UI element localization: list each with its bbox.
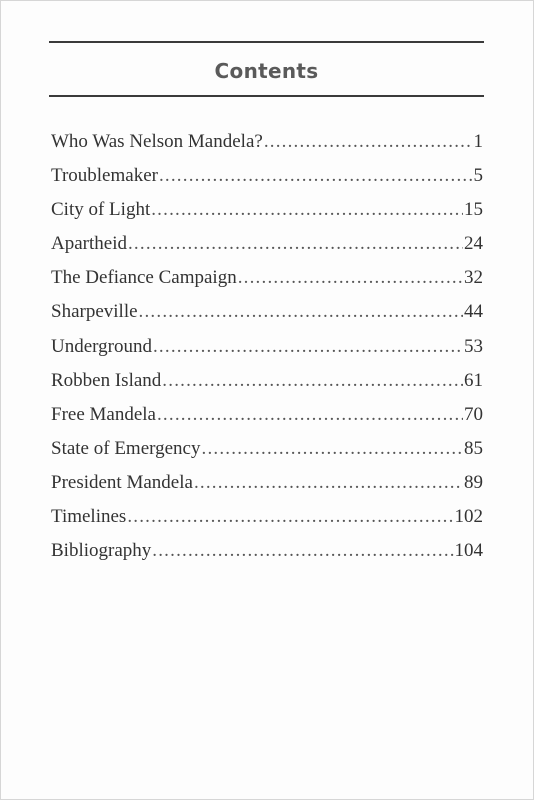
toc-entry-title: Free Mandela [51, 403, 156, 425]
toc-entry [51, 125, 483, 159]
toc-entry-page-number: 85 [464, 437, 483, 459]
dot-leader [162, 364, 463, 398]
dot-leader [152, 534, 453, 568]
dot-leader [127, 500, 453, 534]
toc-entry-title: City of Light [51, 199, 151, 221]
dot-leader [159, 159, 473, 193]
toc-entry-title: Timelines [51, 506, 127, 528]
toc-entry [51, 466, 483, 500]
toc-entry-page-number: 70 [464, 403, 483, 425]
toc-entry-page-number: 44 [464, 301, 483, 323]
bottom-rule [49, 95, 484, 97]
toc-entry-page-number: 104 [454, 540, 483, 562]
toc-entry-page-number: 15 [464, 199, 483, 221]
dot-leader [202, 432, 464, 466]
toc-entry [51, 159, 483, 193]
toc-entry-title: Troublemaker [51, 165, 158, 187]
toc-entry-page-number: 53 [464, 335, 483, 357]
toc-entry [51, 330, 483, 364]
dot-leader [264, 125, 473, 159]
toc-entry [51, 261, 483, 295]
dot-leader [151, 193, 463, 227]
dot-leader [128, 227, 463, 261]
toc-entry [51, 227, 483, 261]
toc-entry-page-number: 61 [464, 369, 483, 391]
toc-entry [51, 500, 483, 534]
toc-entry-title: Robben Island [51, 369, 162, 391]
toc-entry-title: Underground [51, 335, 152, 357]
toc-entry-title: Sharpeville [51, 301, 138, 323]
top-rule [49, 41, 484, 43]
toc-entry-title: State of Emergency [51, 437, 201, 459]
dot-leader [194, 466, 463, 500]
toc-entry [51, 398, 483, 432]
toc-entry [51, 534, 483, 568]
toc-entry-page-number: 1 [473, 131, 483, 152]
toc-entry-title: President Mandela [51, 471, 193, 493]
page-title: Contents [214, 59, 319, 83]
toc-entry-title: Bibliography [51, 540, 152, 562]
toc-entry-page-number: 89 [464, 471, 483, 493]
toc-entry [51, 295, 483, 329]
dot-leader [157, 398, 463, 432]
toc-entry-page-number: 5 [473, 165, 483, 187]
dot-leader [139, 295, 463, 329]
table-of-contents [51, 125, 483, 568]
toc-entry-page-number: 32 [464, 267, 483, 289]
dot-leader [153, 330, 463, 364]
toc-entry-page-number: 24 [464, 233, 483, 255]
toc-entry [51, 364, 483, 398]
toc-entry [51, 193, 483, 227]
toc-entry-title: The Defiance Campaign [51, 267, 237, 289]
toc-entry-title: Apartheid [51, 233, 127, 255]
toc-entry-page-number: 102 [454, 506, 483, 528]
dot-leader [238, 261, 463, 295]
toc-entry [51, 432, 483, 466]
toc-entry-title: Who Was Nelson Mandela? [51, 131, 263, 152]
